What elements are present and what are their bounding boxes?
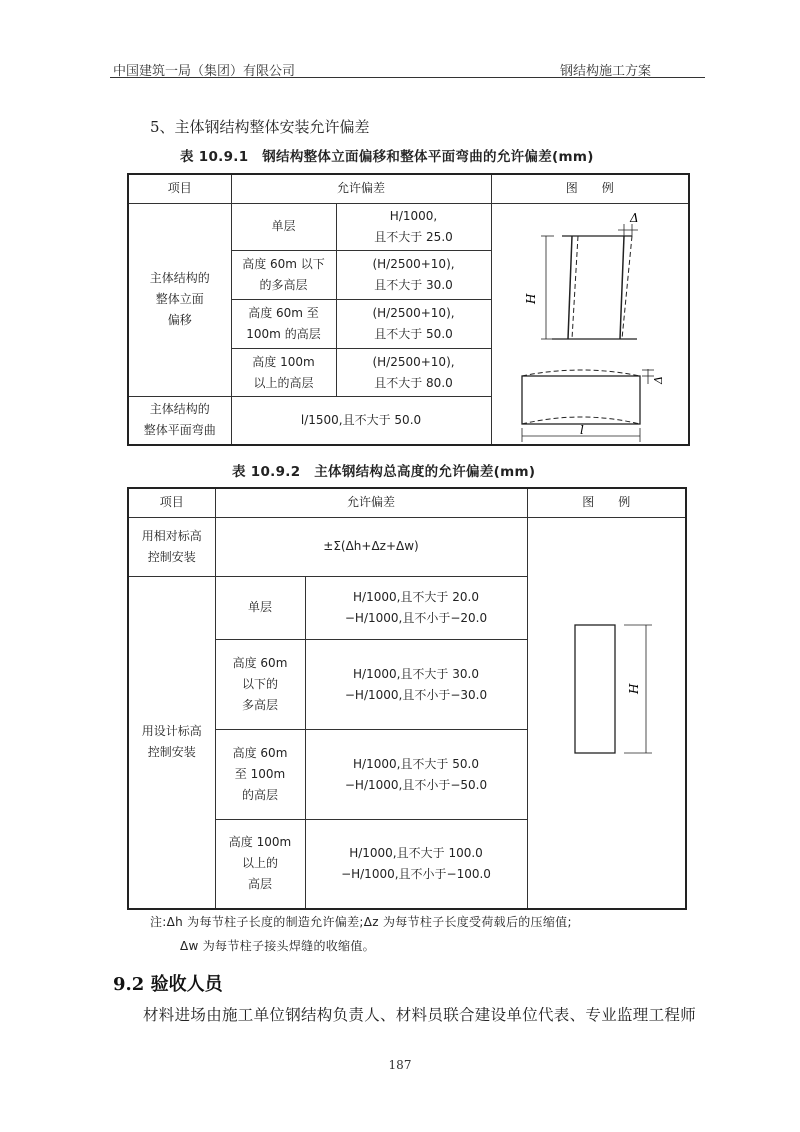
figure-length-label: l <box>579 422 584 437</box>
table2 <box>127 487 687 910</box>
table2-header-item: 项目 <box>128 488 215 517</box>
figure-height-label: H <box>523 293 538 304</box>
table1-header-tolerance: 允许偏差 <box>231 174 491 203</box>
table2-header-tolerance: 允许偏差 <box>215 488 527 517</box>
table1-header-item: 项目 <box>128 174 231 203</box>
table2-row-type: 高度 100m 以上的 高层 <box>215 820 305 909</box>
section-title: 5、主体钢结构整体安装允许偏差 <box>150 118 370 136</box>
table1-group-elevation-offset: 主体结构的 整体立面 偏移 <box>128 203 231 397</box>
table2-figure <box>528 518 687 908</box>
table1-row-type: 高度 100m 以上的高层 <box>231 349 336 397</box>
table-row <box>128 203 689 251</box>
header-doc-title: 钢结构施工方案 <box>560 64 652 79</box>
table1-header-figure: 图 例 <box>491 174 689 203</box>
table1-row-value: (H/2500+10), 且不大于 80.0 <box>336 349 491 397</box>
table1 <box>127 173 690 446</box>
table1-group-plan-bending: 主体结构的 整体平面弯曲 <box>128 397 231 445</box>
table2-relative-item: 用相对标高 控制安装 <box>128 517 215 576</box>
table-row <box>128 517 686 576</box>
figure-delta-label: Δ <box>629 210 639 225</box>
table1-row-type: 高度 60m 以下 的多高层 <box>231 251 336 300</box>
table1-row-value: (H/2500+10), 且不大于 30.0 <box>336 251 491 300</box>
table2-note-line2: Δw 为每节柱子接头焊缝的收缩值。 <box>180 939 375 953</box>
table1-row-type: 高度 60m 至 100m 的高层 <box>231 300 336 349</box>
page-number: 187 <box>388 1058 412 1072</box>
section2-heading: 9.2 验收人员 <box>113 974 223 995</box>
section2-paragraph: 材料进场由施工单位钢结构负责人、材料员联合建设单位代表、专业监理工程师 <box>143 1006 697 1024</box>
table2-row-type: 单层 <box>215 576 305 640</box>
figure-column-left <box>568 236 572 339</box>
figure-plan-curve-top <box>522 370 640 376</box>
table2-row-value: H/1000,且不大于 100.0 −H/1000,且不小于−100.0 <box>305 820 527 909</box>
table1-header-row <box>128 174 689 203</box>
table1-figure <box>492 204 690 444</box>
table2-row-value: H/1000,且不大于 50.0 −H/1000,且不小于−50.0 <box>305 730 527 820</box>
figure-column-rect <box>575 625 615 753</box>
table2-figure-cell <box>527 517 686 909</box>
table2-header-row <box>128 488 686 517</box>
table2-row-type: 高度 60m 以下的 多高层 <box>215 640 305 730</box>
table1-caption: 表 10.9.1 钢结构整体立面偏移和整体平面弯曲的允许偏差(mm) <box>180 149 594 165</box>
table2-row-value: H/1000,且不大于 20.0 −H/1000,且不小于−20.0 <box>305 576 527 640</box>
table2-design-item: 用设计标高 控制安装 <box>128 576 215 909</box>
figure-deflected-left <box>572 236 578 339</box>
table2-header-figure: 图 例 <box>527 488 686 517</box>
table1-row-value: (H/2500+10), 且不大于 50.0 <box>336 300 491 349</box>
table2-relative-value: ±Σ(Δh+Δz+Δw) <box>215 517 527 576</box>
header-rule <box>110 77 705 78</box>
table1-row-type: 单层 <box>231 203 336 251</box>
figure-height-label: H <box>626 683 641 694</box>
table2-row-value: H/1000,且不大于 30.0 −H/1000,且不小于−30.0 <box>305 640 527 730</box>
table2-caption: 表 10.9.2 主体钢结构总高度的允许偏差(mm) <box>232 464 536 480</box>
figure-plan-delta-label: Δ <box>651 375 665 384</box>
header-company: 中国建筑一局（集团）有限公司 <box>113 64 296 79</box>
figure-column-right <box>620 236 624 339</box>
table2-note-line1: 注:Δh 为每节柱子长度的制造允许偏差;Δz 为每节柱子长度受荷载后的压缩值; <box>150 915 572 929</box>
table2-row-type: 高度 60m 至 100m 的高层 <box>215 730 305 820</box>
table1-figure-cell <box>491 203 689 445</box>
table1-plan-bending-value: l/1500,且不大于 50.0 <box>231 397 491 445</box>
table1-row-value: H/1000, 且不大于 25.0 <box>336 203 491 251</box>
